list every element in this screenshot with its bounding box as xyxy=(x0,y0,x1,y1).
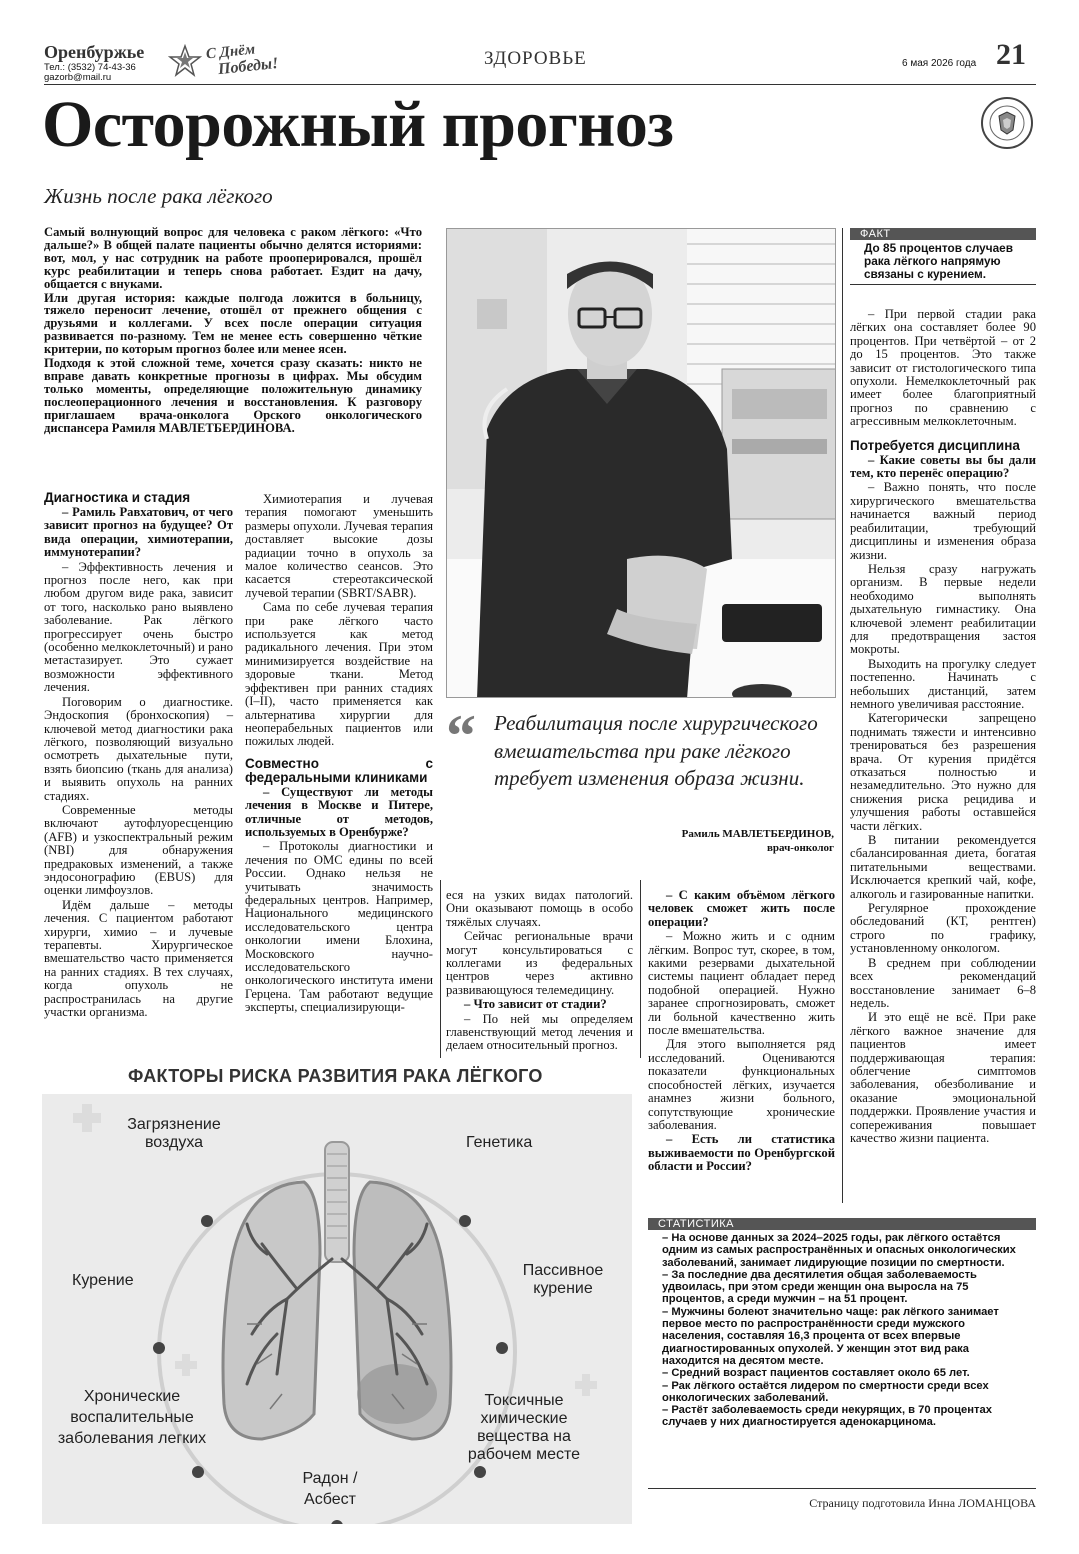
factor-smoking xyxy=(72,1272,134,1290)
column-rule xyxy=(842,228,843,1203)
paragraph: Для этого выполняется ряд исследований. Оцениваются показатели функциональных способностей лёгких, изучается анамнез жизни больного, сопутствующие хронические заболевания. xyxy=(648,1037,835,1132)
section-heading-diagnostics: Диагностика и стадия xyxy=(44,490,191,505)
subheadline: Жизнь после рака лёгкого xyxy=(44,184,273,208)
factor-toxic-chemicals xyxy=(446,1392,602,1464)
column-2 xyxy=(245,493,433,1016)
factor-line: заболевания легких xyxy=(57,1430,207,1447)
lead-paragraph: Подходя к этой сложной теме, хочется сразу сказать: никто не вправе давать конкретные прогнозы в цифрах. Мы обсудим только моменты, определяющие положительную динамику послеоперационного лечения и восстановления. К разговору приглашаем врача-онколога Орского онкологического диспансера Рамиля МАВЛЕТБЕРДИНОВА. xyxy=(44,356,422,435)
victory-line-1: С Днём xyxy=(205,41,256,63)
question: – Рамиль Равхатович, от чего зависит прогноз на будущее? От вида операции, химиотерапии, иммунотерапии? xyxy=(44,505,233,560)
section-heading-federal: Совместно с федеральными клиниками xyxy=(245,755,433,785)
page-number: 21 xyxy=(996,38,1026,71)
factor-line: курение xyxy=(533,1280,593,1297)
phone: Тел.: (3532) 74-43-36 xyxy=(44,62,136,73)
fact-box xyxy=(850,228,1036,281)
factor-line: химические xyxy=(480,1410,568,1427)
doctor-photo xyxy=(446,228,836,698)
factor-line: Пассивное xyxy=(522,1262,604,1279)
infographic-panel xyxy=(42,1094,632,1524)
factor-line: Загрязнение xyxy=(127,1116,221,1133)
factor-line: Генетика xyxy=(466,1134,533,1151)
page-credit: Страницу подготовила Инна ЛОМАНЦОВА xyxy=(809,1496,1036,1510)
factor-chronic-disease xyxy=(44,1386,220,1449)
pull-quote xyxy=(446,703,836,864)
paper-name: Оренбуржье xyxy=(44,42,145,62)
stats-item: – Средний возраст пациентов составляет около 65 лет. xyxy=(662,1367,970,1380)
column-rule xyxy=(440,880,441,1058)
column-rule xyxy=(640,880,641,1058)
question: – С каким объёмом лёгкого человек сможет жить после операции? xyxy=(648,888,835,929)
factor-line: Радон / xyxy=(302,1470,358,1487)
factor-line: вещества на xyxy=(477,1428,571,1445)
victory-line-2: Победы! xyxy=(217,54,280,79)
victory-badge xyxy=(168,41,303,79)
stats-item: – Растёт заболеваемость среди некурящих, в 70 процентах случаев у них диагностируется аденокарцинома. xyxy=(662,1404,992,1429)
paragraph: – Можно жить и с одним лёгким. Вопрос тут, скорее, в том, какими резервами дыхательной системы пациент обладает перед подобной операцией. Нужно заранее спрогнозировать, сможет ли больной качественно жить после вмешательства. xyxy=(648,929,835,1038)
stats-label: СТАТИСТИКА xyxy=(648,1218,1036,1230)
masthead xyxy=(0,0,1079,83)
paragraph: – Протоколы диагностики и лечения по ОМС едины по всей России. Однако нельзя не учитывать значимость федеральных центров. Например, Национального медицинского исследовательского центра онкологии имени Блохина, Московского научно-исследовательского онкологического института имени Герцена. Там работают ведущие эксперты, специализирующи- xyxy=(245,839,433,1015)
paragraph: Категорически запрещено поднимать тяжести и интенсивно тренироваться без разрешения врача. От курения придётся отказаться полностью и незамедлительно. Это нужно для снижения риска рецидива и улучшения работы оставшейся части лёгких. xyxy=(850,711,1036,833)
question: – Существуют ли методы лечения в Москве и Питере, отличные от методов, используемых в Оренбурже? xyxy=(245,784,433,839)
infographic-title: ФАКТОРЫ РИСКА РАЗВИТИЯ РАКА ЛЁГКОГО xyxy=(128,1066,543,1086)
column-5 xyxy=(850,308,1036,1146)
lead-text xyxy=(44,226,422,436)
factor-line: рабочем месте xyxy=(467,1446,581,1463)
lead-paragraph: Или другая история: каждые полгода ложится в больницу, тяжело переносит лечение, отошёл от прежнего общения с друзьями и коллегами. У всех после операции ситуация развивается по-разному. Тем не менее есть совершенно чёткие критерии, по которым прогноз более или менее ясен. xyxy=(44,290,422,357)
stats-item: – На основе данных за 2024–2025 годы, рак лёгкого остаётся одним из самых распространённых и опасных онкологических заболеваний, занимает лидирующие позиции по смертности. xyxy=(662,1232,1016,1269)
infographic xyxy=(42,1062,632,1524)
national-project-seal-icon xyxy=(980,96,1034,150)
stats-item: – Мужчины болеют значительно чаще: рак лёгкого занимает первое место по распространённости среди мужского населения, составляя 16,3 процента от всех впервые диагностированных опухолей. У женщин этот вид рака находится на десятом месте. xyxy=(662,1305,999,1367)
factor-line: Хронические xyxy=(83,1388,181,1405)
quote-role: врач-онколог xyxy=(766,842,834,854)
doctor-portrait-icon xyxy=(447,229,836,698)
question: – Какие советы вы бы дали тем, кто перенёс операцию? xyxy=(850,452,1036,481)
quote-mark-icon: “ xyxy=(446,703,476,769)
factor-genetics xyxy=(466,1134,532,1152)
factor-line: Асбест xyxy=(304,1491,356,1508)
paragraph: В среднем при соблюдении всех рекомендаций восстановление занимает 6–8 недель. xyxy=(850,955,1036,1010)
paragraph: И это ещё не всё. При раке лёгкого важное значение для пациентов имеет поддерживающая терапия: облегчение симптомов заболевания, обезболивание и оказание эмоциональной поддержки. Проявление участия и сопереживания повышает качество жизни пациента. xyxy=(850,1010,1036,1145)
question: – Есть ли статистика выживаемости по Оренбургской области и России? xyxy=(648,1132,835,1174)
paragraph: Нельзя сразу нагружать организм. В первые недели необходимо выполнять дыхательную гимнастику. Она ключевой элемент реабилитации для предотвращения застоя мокроты. xyxy=(850,561,1036,657)
factor-passive-smoking xyxy=(508,1262,618,1298)
paragraph: Сама по себе лучевая терапия при раке лёгкого часто используется как метод радикального лечения. При этом минимизируется воздействие на здоровые ткани. Метод эффективен при ранних стадиях (I–II), часто применяется как альтернатива хирургии для неоперабельных пациентов или пожилых людей. xyxy=(245,600,433,749)
factor-air-pollution xyxy=(104,1116,244,1152)
paragraph: Выходить на прогулку следует постепенно. Начинать с небольших дистанций, затем немного увеличивая расстояние. xyxy=(850,656,1036,711)
column-4 xyxy=(648,889,835,1175)
column-3 xyxy=(446,889,633,1054)
factor-line: Токсичные xyxy=(484,1392,564,1409)
factor-line: Курение xyxy=(72,1272,134,1289)
paragraph: Идём дальше – методы лечения. С пациентом работают хирурги, химио – и лучевые терапевты. Хирургическое вмешательство часто применяется на ранних стадиях. В тех случаях, когда опухоль не распространилась на другие участки организма. xyxy=(44,897,233,1020)
factor-line: воздуха xyxy=(144,1134,204,1151)
column-1 xyxy=(44,491,233,1020)
paragraph: – Эффективность лечения и прогноз после него, как при любом другом виде рака, зависит от того, насколько рано выявлено заболевание. Рак лёгкого прогрессирует очень быстро (особенно мелкоклеточный) и рано метастазирует. Это сужает возможности эффективного лечения. xyxy=(44,559,233,695)
factor-line: воспалительные xyxy=(70,1409,194,1426)
paragraph: Поговорим о диагностике. Эндоскопия (бронхоскопия) – ключевой метод диагностики рака лёгкого, позволяющий визуально осмотреть дыхательные пути, взять биопсию (ткань для анализа) и выявить опухоль на ранних стадиях. xyxy=(44,694,233,803)
paragraph: – По ней мы определяем главенствующий метод лечения и делаем относительный прогноз. xyxy=(446,1011,633,1053)
section-label: ЗДОРОВЬЕ xyxy=(484,48,587,69)
email: gazorb@mail.ru xyxy=(44,72,112,83)
star-icon xyxy=(168,44,202,78)
paragraph: Химиотерапия и лучевая терапия помогают уменьшить размеры опухоли. Лучевая терапия доставляет высокие дозы радиации точно в опухоль за малое количество сеансов. Это касается стереотаксической лучевой терапии (SBRT/SABR). xyxy=(245,492,433,600)
quote-author: Рамиль МАВЛЕТБЕРДИНОВ, xyxy=(681,828,834,840)
fact-label: ФАКТ xyxy=(850,228,1036,240)
quote-text: Реабилитация после хирургического вмешательства при раке лёгкого требует изменения образа жизни. xyxy=(494,711,818,790)
stats-item: – За последние два десятилетия общая заболеваемость удвоилась, при этом среди женщин она выросла на 75 процентов, а среди мужчин – на 51 процент. xyxy=(662,1268,977,1306)
stats-item: – Рак лёгкого остаётся лидером по смертности среди всех онкологических заболеваний. xyxy=(662,1379,989,1404)
issue-date: 6 мая 2026 года xyxy=(902,58,977,69)
headline: Осторожный прогноз xyxy=(42,88,674,161)
lead-paragraph: Самый волнующий вопрос для человека с раком лёгкого: «Что дальше?» В общей палате пациенты обычно делятся историями: вот, мол, у нас сотрудник на работе прооперировался, прошёл курс реабилитации и теперь снова работает. Ездит на дачу, общается с внуками. xyxy=(44,225,422,291)
stats-box xyxy=(648,1218,1036,1429)
masthead-rule xyxy=(44,84,1036,85)
question: – Что зависит от стадии? xyxy=(464,997,607,1012)
paragraph: Регулярное прохождение обследований (КТ, рентген) строго по графику, установленному онкологом. xyxy=(850,901,1036,956)
paragraph: Современные методы включают аутофлуоресценцию (AFB) и узкоспектральный режим (NBI) для обнаружения предраковых изменений, а также эндосонографию (EBUS) для оценки лимфоузлов. xyxy=(44,802,233,898)
credit-rule xyxy=(648,1488,1036,1489)
fact-rule xyxy=(850,284,1036,285)
paragraph: В питании рекомендуется сбалансированная диета, богатая питательными веществами. Исключается крепкий чай, кофе, алкоголь и газированные напитки. xyxy=(850,833,1036,901)
factor-radon-asbestos xyxy=(280,1468,380,1510)
paragraph: – Важно понять, что после хирургического вмешательства начинается важный период реабилитации, требующий дисциплины и изменения образа жизни. xyxy=(850,480,1036,562)
section-heading-discipline: Потребуется дисциплина xyxy=(850,437,1020,453)
fact-text: До 85 процентов случаев рака лёгкого напрямую связаны с курением. xyxy=(864,241,1013,281)
stats-list xyxy=(648,1230,1036,1429)
paragraph: еся на узких видах патологий. Они оказывают помощь в особо тяжёлых случаях. xyxy=(446,888,633,929)
paragraph: – При первой стадии рака лёгких она составляет более 90 процентов. При четвёртой – от 2 до 15 процентов. Это также зависит от гистологического типа опухоли. Немелкоклеточный рак имеет более благоприятный прогноз по сравнению с агрессивным мелкоклеточным. xyxy=(850,307,1036,429)
paragraph: Сейчас региональные врачи могут консультироваться с коллегами из федеральных центров через активно развивающуюся телемедицину. xyxy=(446,929,633,997)
